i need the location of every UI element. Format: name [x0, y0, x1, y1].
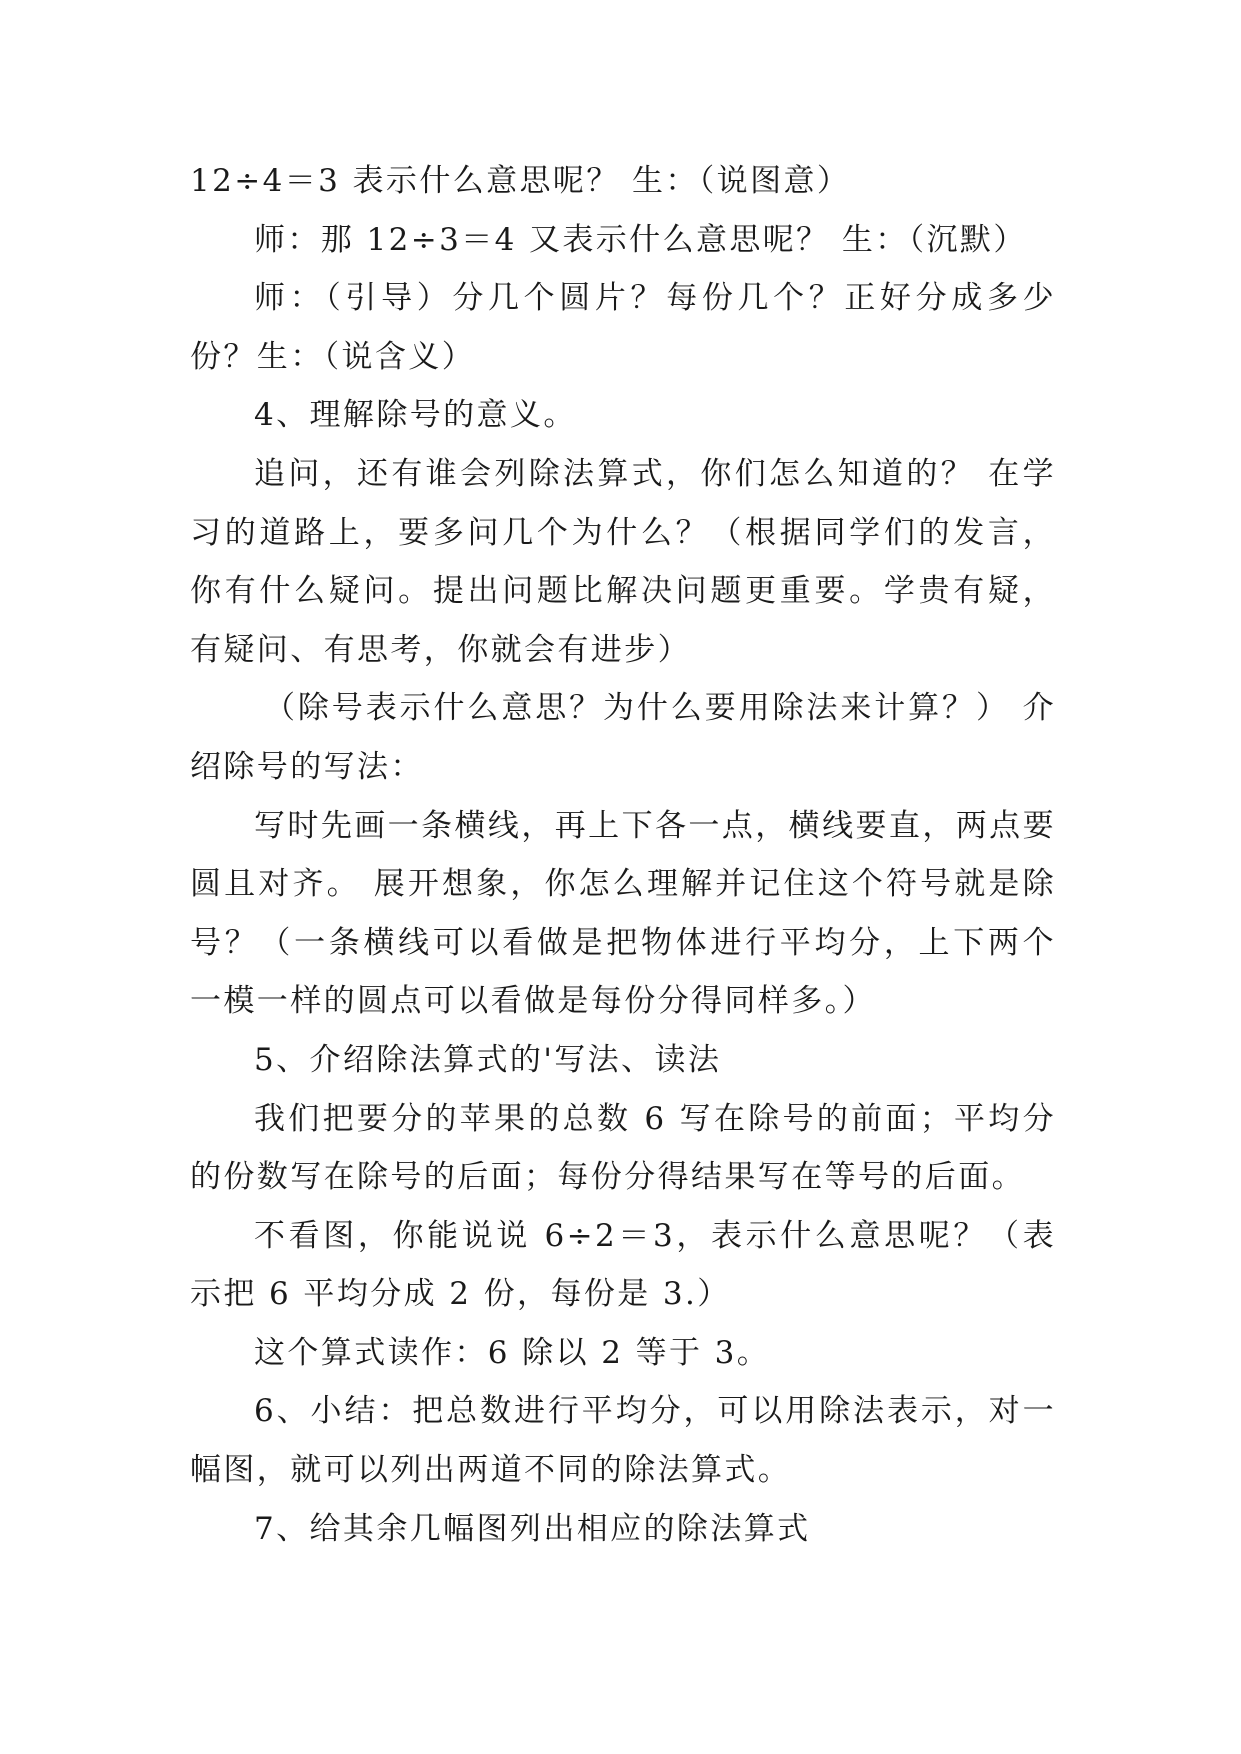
- document-body: [190, 152, 1056, 1558]
- paragraph-8-heading: 5、介绍除法算式的'写法、读法: [254, 1041, 722, 1078]
- paragraph-5: 追问，还有谁会列除法算式，你们怎么知道的？ 在学习的道路上，要多问几个为什么？（根据同学们的发言，你有什么疑问。提出问题比解决问题更重要。学贵有疑，有疑问、有思考，你就会有进步）: [190, 455, 1056, 668]
- paragraph-13-heading: 7、给其余几幅图列出相应的除法算式: [254, 1510, 811, 1547]
- paragraph-4-heading: 4、理解除号的意义。: [254, 397, 577, 434]
- paragraph-9: 我们把要分的苹果的总数 6 写在除号的前面；平均分的份数写在除号的后面；每份分得结果写在等号的后面。: [190, 1100, 1056, 1196]
- paragraph-7: 写时先画一条横线，再上下各一点，横线要直，两点要圆且对齐。 展开想象，你怎么理解并记住这个符号就是除号？（一条横线可以看做是把物体进行平均分，上下两个一模一样的圆点可以看做是每份分得同样多。）: [190, 807, 1056, 1020]
- paragraph-3: 师：（引导）分几个圆片？每份几个？正好分成多少份？生：（说含义）: [190, 280, 1056, 375]
- paragraph-11: 这个算式读作：6 除以 2 等于 3。: [254, 1334, 771, 1371]
- paragraph-2: 师：那 12÷3＝4 又表示什么意思呢？ 生：（沉默）: [254, 221, 1027, 258]
- paragraph-6: （除号表示什么意思？为什么要用除法来计算？） 介绍除号的写法：: [190, 690, 1056, 785]
- paragraph-1: 12÷4＝3 表示什么意思呢？ 生：（说图意）: [190, 163, 851, 199]
- paragraph-12-summary: 6、小结：把总数进行平均分，可以用除法表示，对一幅图，就可以列出两道不同的除法算式。: [190, 1393, 1056, 1489]
- paragraph-10: 不看图，你能说说 6÷2＝3，表示什么意思呢？（表示把 6 平均分成 2 份，每份是 3.）: [190, 1217, 1056, 1313]
